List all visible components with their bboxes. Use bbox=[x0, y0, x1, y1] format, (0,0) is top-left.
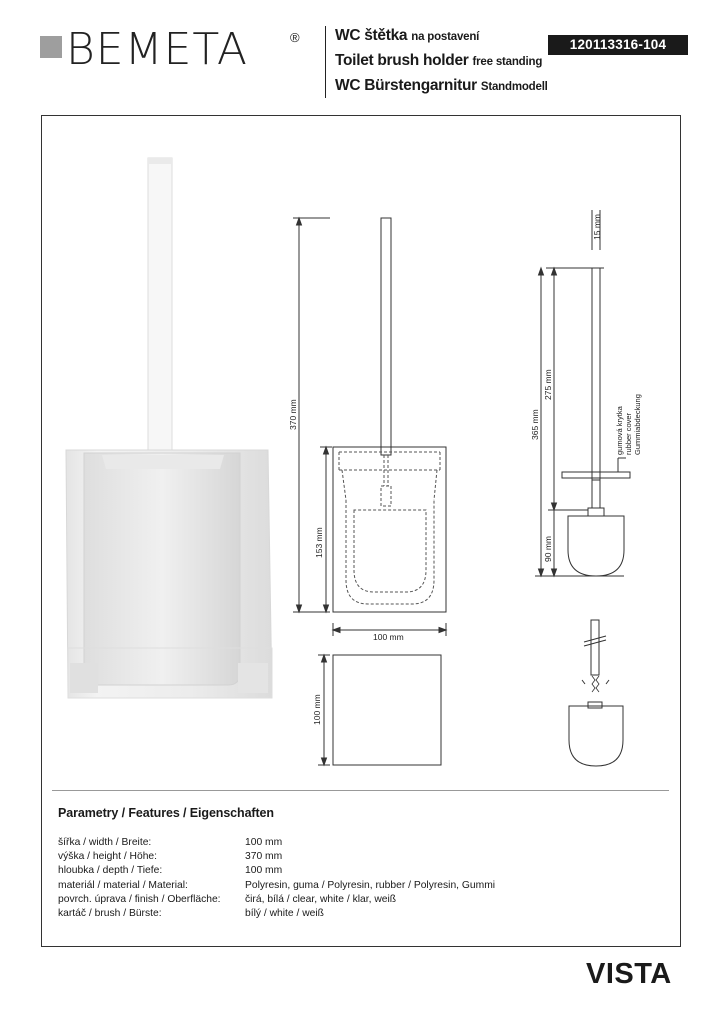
features-table bbox=[58, 836, 618, 921]
feature-label: kartáč / brush / Bürste: bbox=[58, 907, 162, 919]
series-name: VISTA bbox=[586, 958, 672, 990]
feature-value: čirá, bílá / clear, white / klar, weiß bbox=[245, 893, 397, 905]
dim-body-height: 153 mm bbox=[314, 527, 324, 558]
feature-row-finish bbox=[58, 893, 618, 907]
title-german-main: WC Bürstengarnitur bbox=[335, 77, 477, 94]
brand-logo bbox=[40, 26, 308, 76]
title-czech-main: WC štětka bbox=[335, 27, 408, 44]
title-german-suffix: Standmodell bbox=[480, 81, 548, 93]
feature-row-width bbox=[58, 836, 618, 850]
feature-value: 100 mm bbox=[245, 865, 283, 877]
title-czech-suffix: na postavení bbox=[411, 31, 480, 43]
product-photo bbox=[62, 153, 282, 713]
front-view bbox=[293, 218, 446, 765]
header-divider bbox=[325, 26, 326, 98]
feature-label: hloubka / depth / Tiefe: bbox=[58, 865, 163, 877]
feature-row-depth bbox=[58, 864, 618, 878]
photo-inner-cup bbox=[84, 453, 240, 685]
feature-value: bílý / white / weiß bbox=[245, 907, 324, 919]
feature-value: 100 mm bbox=[245, 837, 283, 848]
section-separator bbox=[52, 790, 669, 791]
title-english-main: Toilet brush holder bbox=[335, 52, 469, 69]
feature-row-material bbox=[58, 879, 618, 893]
rubber-cover-label-de: Gummiabdeckung bbox=[633, 394, 642, 455]
logo-text: BEMETA bbox=[66, 24, 248, 75]
feature-value: Polyresin, guma / Polyresin, rubber / Polyresin, Gummi bbox=[245, 879, 496, 891]
feature-row-brush bbox=[58, 907, 618, 921]
title-english-suffix: free standing bbox=[472, 56, 543, 68]
rubber-cover-label-cz: gumová krytka bbox=[615, 406, 624, 455]
feature-label: výška / height / Höhe: bbox=[58, 851, 158, 863]
dim-width: 100 mm bbox=[373, 632, 404, 642]
dim-brush-total: 365 mm bbox=[530, 409, 540, 440]
dim-head-height: 90 mm bbox=[543, 536, 553, 562]
registered-mark: ® bbox=[290, 30, 300, 45]
feature-label: šířka / width / Breite: bbox=[58, 837, 152, 848]
feature-row-height bbox=[58, 850, 618, 864]
dim-total-height: 370 mm bbox=[288, 399, 298, 430]
title-german bbox=[335, 74, 595, 99]
dim-handle-width: 15 mm bbox=[592, 214, 602, 240]
dim-depth: 100 mm bbox=[312, 694, 322, 725]
features-title: Parametry / Features / Eigenschaften bbox=[58, 806, 274, 820]
feature-label: povrch. úprava / finish / Oberfläche: bbox=[58, 893, 221, 905]
photo-handle bbox=[148, 158, 172, 488]
dim-handle-length: 275 mm bbox=[543, 369, 553, 400]
exploded-view bbox=[569, 620, 623, 766]
feature-label: materiál / material / Material: bbox=[58, 879, 188, 891]
feature-value: 370 mm bbox=[245, 851, 283, 863]
technical-drawing bbox=[288, 200, 678, 790]
product-code-badge: 120113316-104 bbox=[548, 35, 688, 55]
rubber-cover-label-en: rubber cover bbox=[624, 412, 633, 455]
logo-square-icon bbox=[40, 36, 62, 58]
